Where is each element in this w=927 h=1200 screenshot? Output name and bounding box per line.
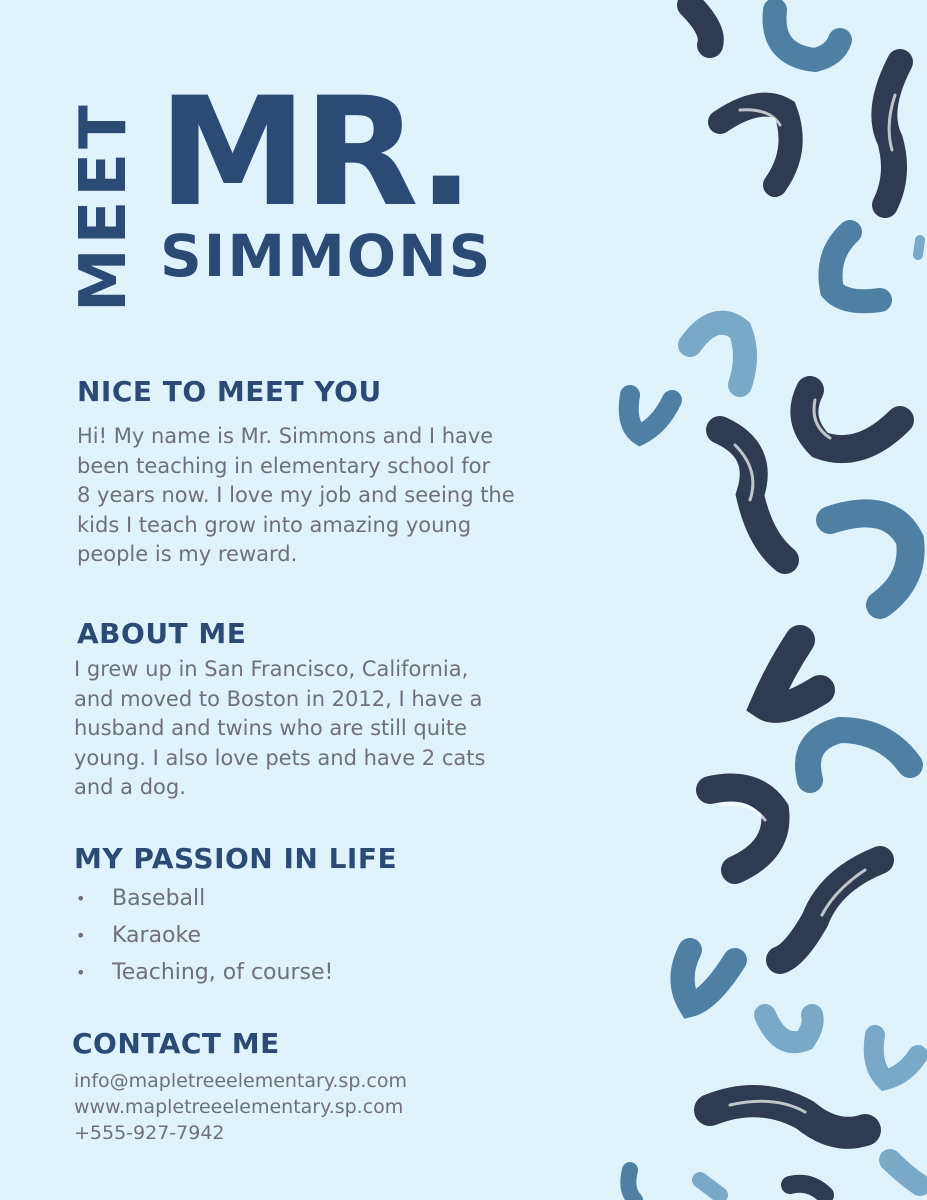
brush-stroke-decoration xyxy=(600,0,927,1200)
bullet-dot: • xyxy=(76,926,86,945)
brush-stroke xyxy=(629,395,672,435)
title-meet: MEET xyxy=(67,101,141,312)
brush-stroke xyxy=(804,390,900,449)
brush-stroke xyxy=(790,1184,825,1195)
brush-stroke xyxy=(710,788,776,871)
paragraph-line: husband and twins who are still quite xyxy=(74,716,468,740)
paragraph-line: 8 years now. I love my job and seeing the xyxy=(77,483,515,507)
brush-stroke xyxy=(780,860,880,960)
brush-stroke xyxy=(700,1180,720,1195)
list-item-label: Teaching, of course! xyxy=(112,960,334,985)
paragraph-line: Hi! My name is Mr. Simmons and I have xyxy=(77,424,494,448)
brush-stroke xyxy=(884,62,900,205)
nice-to-meet-paragraph xyxy=(77,422,597,570)
paragraph-line: and moved to Boston in 2012, I have a xyxy=(74,686,483,711)
contact-phone[interactable]: +555-927-7942 xyxy=(74,1122,225,1144)
list-item xyxy=(74,954,333,991)
brush-stroke xyxy=(683,950,736,1005)
brush-stroke xyxy=(720,105,791,185)
brush-stroke xyxy=(765,640,820,708)
paragraph-line: young. I also love pets and have 2 cats xyxy=(74,745,486,770)
list-item xyxy=(74,917,333,954)
brush-stroke xyxy=(808,730,910,780)
about-me-paragraph xyxy=(74,655,594,803)
bullet-dot: • xyxy=(76,889,86,908)
brush-stroke xyxy=(830,232,880,301)
contact-heading: CONTACT ME xyxy=(72,1027,280,1060)
paragraph-line: people is my reward. xyxy=(77,542,298,566)
contact-email[interactable]: info@mapletreeelementary.sp.com xyxy=(74,1070,407,1092)
bullet-dot: • xyxy=(76,963,86,982)
paragraph-line: been teaching in elementary school for xyxy=(77,453,491,478)
passion-heading: MY PASSION IN LIFE xyxy=(74,842,398,875)
list-item xyxy=(74,880,333,917)
title-mr: MR. xyxy=(158,66,471,240)
paragraph-line: I grew up in San Francisco, California, xyxy=(74,657,469,681)
paragraph-line: kids I teach grow into amazing young xyxy=(77,512,472,537)
brush-stroke xyxy=(830,513,911,605)
about-me-heading: ABOUT ME xyxy=(77,617,247,650)
brush-stroke xyxy=(628,1170,635,1200)
passion-list xyxy=(74,880,333,991)
list-item-label: Karaoke xyxy=(112,923,201,948)
contact-details xyxy=(74,1068,407,1146)
nice-to-meet-heading: NICE TO MEET YOU xyxy=(77,375,382,408)
paragraph-line: and a dog. xyxy=(74,775,186,799)
title-name: SIMMONS xyxy=(160,222,493,290)
brush-stroke xyxy=(690,323,745,385)
brush-stroke xyxy=(775,10,841,60)
list-item-label: Baseball xyxy=(112,886,206,911)
brush-stroke xyxy=(765,1015,813,1042)
brush-stroke xyxy=(874,1035,918,1080)
brush-stroke xyxy=(918,240,920,255)
brush-stroke xyxy=(690,5,711,45)
contact-website[interactable]: www.mapletreeelementary.sp.com xyxy=(74,1096,404,1118)
brush-stroke xyxy=(890,1160,920,1185)
